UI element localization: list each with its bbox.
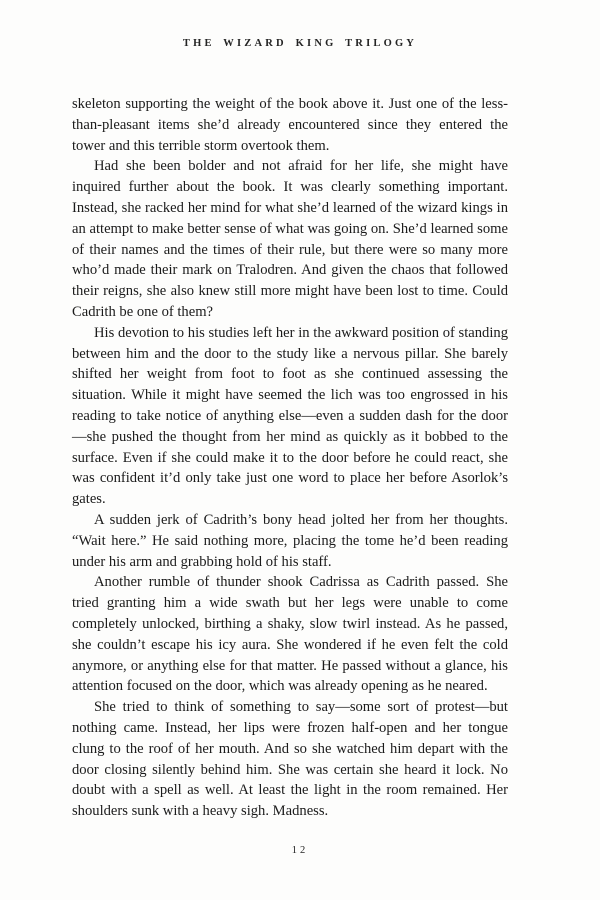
running-header: THE WIZARD KING TRILOGY bbox=[182, 38, 418, 49]
page-body-text bbox=[72, 94, 508, 822]
paragraph: skeleton supporting the weight of the book above it. Just one of the less-than-pleasant items she’d already encountered since they entered the tower and this terrible storm overtook them. bbox=[72, 96, 508, 154]
paragraph: She tried to think of something to say—some sort of protest—but nothing came. Instead, her lips were frozen half-open and her tongue clung to the roof of her mouth. And so she watched him depart with the door closing silently behind him. She was certain she heard it lock. No doubt with a spell as well. At least the light in the room remained. Her shoulders sunk with a heavy sigh. Madness. bbox=[72, 699, 508, 820]
paragraph: Another rumble of thunder shook Cadrissa as Cadrith passed. She tried granting him a wide swath but her legs were unable to come completely unlocked, birthing a shaky, slow twirl instead. As he passed, she couldn’t escape his icy aura. She wondered if he even felt the cold anymore, or anything else for that matter. He passed without a glance, his attention focused on the door, which was already opening as he neared. bbox=[72, 574, 508, 695]
paragraph: His devotion to his studies left her in the awkward position of standing between him and the door to the study like a nervous pillar. She barely shifted her weight from foot to foot as she continued assessing the situation. While it might have seemed the lich was too engrossed in his reading to take notice of anything else—even a sudden dash for the door—she pushed the thought from her mind as quickly as it bobbed to the surface. Even if she could make it to the door before he could react, she was confident it’d only take just one word to place her before Asorlok’s gates. bbox=[72, 324, 508, 508]
paragraph: Had she been bolder and not afraid for her life, she might have inquired further about the book. It was clearly something important. Instead, she racked her mind for what she’d learned of the wizard kings in an attempt to make better sense of what was going on. She’d learned some of their names and the times of their rule, but there were so many more who’d made their mark on Tralodren. And given the chaos that followed their reigns, she also knew still more might have been lost to time. Could Cadrith be one of them? bbox=[72, 158, 508, 320]
paragraph: A sudden jerk of Cadrith’s bony head jolted her from her thoughts. “Wait here.” He said nothing more, placing the tome he’d been reading under his arm and grabbing hold of his staff. bbox=[72, 511, 508, 570]
page-number: 12 bbox=[291, 845, 309, 856]
